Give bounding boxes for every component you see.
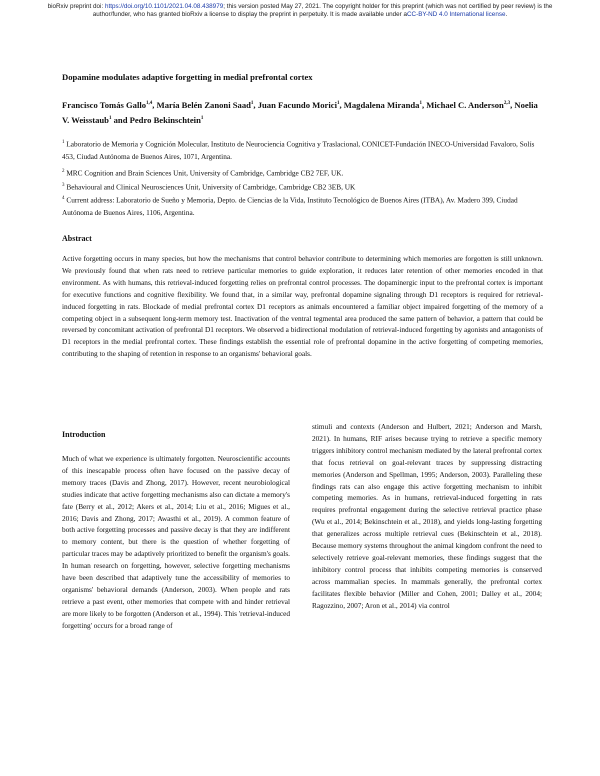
abstract-heading: Abstract: [62, 234, 92, 243]
author-name: and Pedro Bekinschtein: [111, 115, 201, 126]
doi-link[interactable]: https://doi.org/10.1101/2021.04.08.438979: [104, 3, 224, 10]
author-affiliation-marker: 1: [108, 116, 112, 122]
affiliation-2: [62, 166, 542, 180]
affiliation-text: Current address: Laboratorio de Sueño y Memoria, Depto. de Ciencias de la Vida, Instituto Tecnológico de Buenos Aires (ITBA), Av. Madero 399, Ciudad Autónoma de Buenos Aires, 1106, Argentina.: [62, 195, 518, 217]
preprint-text-1: bioRxiv preprint doi:: [47, 3, 105, 10]
author-name: , Michael C. Anderson: [421, 99, 504, 110]
author-list: [62, 97, 542, 128]
affiliation-text: Behavioural and Clinical Neurosciences Unit, University of Cambridge, Cambridge CB2 3EB, UK: [64, 182, 356, 192]
preprint-notice: [40, 3, 560, 18]
affiliation-marker: 2: [62, 169, 65, 174]
affiliation-4: [62, 193, 542, 219]
affiliation-1: [62, 137, 542, 163]
affiliation-text: MRC Cognition and Brain Sciences Unit, University of Cambridge, Cambridge CB2 7EF, UK.: [64, 168, 344, 178]
author-name: , María Belén Zanoni Saad: [152, 99, 251, 110]
introduction-left-column: Much of what we experience is ultimately forgotten. Neuroscientific accounts of this inescapable process often have focused on the passive decay of memory traces (Davis and Zhong, 2017). However, recent neurobiological studies indicate that active forgetting mechanisms also can dictate a memory's fate (Berry et al., 2012; Akers et al., 2014; Liu et al., 2016; Migues et al., 2016; Davis and Zhong, 2017; Awasthi et al., 2019). A common feature of both active forgetting processes and passive decay is that they are indifferent to memory content, but there is the question of whether forgetting of particular traces may be adaptively prioritized to benefit the organism's goals. In human research on forgetting, however, selective forgetting mechanisms have been described that adaptively tune the accessibility of memories to organisms' behavioral demands (Anderson, 2003). When people and rats retrieve a past event, other memories that compete with and hinder retrieval are more likely to be forgotten (Anderson et al., 1994). This 'retrieval-induced forgetting' occurs for a broad range of: [62, 454, 290, 630]
affiliation-3: [62, 180, 542, 194]
preprint-text-2: ; this version posted May 27, 2021. The copyright holder for this preprint (which was not certified by peer review) is the author/funder, who has granted bioRxiv a license to display the preprint in perpetuity. It is made available under a: [92, 3, 553, 18]
author-name: , Juan Facundo Morici: [253, 99, 337, 110]
affiliation-marker: 1: [62, 140, 65, 145]
author-affiliation-marker: 1: [336, 101, 340, 106]
affiliation-text: Laboratorio de Memoria y Cognición Molecular, Instituto de Neurociencia Cognitiva y Traslacional, CONICET-Fundación INECO-Universidad Favaloro, Solís 453, Ciudad Autónoma de Buenos Aires, 1071, Argentina.: [62, 139, 535, 161]
abstract-text: Active forgetting occurs in many species, but how the mechanisms that control behavior contribute to determining which memories are forgotten is still unknown. We previously found that when rats need to retrieve particular memories to guide exploration, it reduces later retention of other memories encoded in that environment. As with humans, this retrieval-induced forgetting relies on prefrontal control processes. The dopaminergic input to the prefrontal cortex is important for executive functions and cognitive flexibility. We found that, in a similar way, prefrontal dopamine signaling through D1 receptors is required for retrieval-induced forgetting in rats. Blockade of medial prefrontal cortex D1 receptors as animals encountered a familiar object impaired forgetting of the memory of a competing object in a subsequent long-term memory test. Inactivation of the ventral tegmental area produced the same pattern of behavior, a pattern that could be reversed by concomitant activation of prefrontal D1 receptors. We observed a bidirectional modulation of retrieval-induced forgetting by agonists and antagonists of D1 receptors in the medial prefrontal cortex. These findings establish the essential role of prefrontal dopamine in the active forgetting of competing memories, contributing to the shaping of retention in response to an organisms' behavioral goals.: [62, 254, 543, 359]
preprint-text-end: .: [505, 10, 508, 18]
license-link[interactable]: CC-BY-ND 4.0 International license: [407, 10, 506, 18]
paper-title: Dopamine modulates adaptive forgetting in medial prefrontal cortex: [62, 72, 313, 82]
author-affiliation-marker: 1,4: [146, 101, 153, 106]
author-affiliation-marker: 1: [419, 101, 422, 106]
introduction-heading: Introduction: [62, 430, 106, 439]
affiliation-marker: 4: [62, 196, 65, 201]
introduction-right-column: stimuli and contexts (Anderson and Hulbert, 2021; Anderson and Marsh, 2021). In humans, RIF arises because trying to retrieve a specific memory triggers inhibitory control mechanism mediated by the lateral prefrontal cortex that focus retrieval on goal-relevant traces by suppressing distracting memories (Anderson and Spellman, 1995; Anderson, 2003). Paralleling these findings rats can also engage this active forgetting mechanism to inhibit competing memories. As in humans, retrieval-induced forgetting in rats requires prefrontal engagement during the selective retrieval practice phase (Wu et al., 2014; Bekinschtein et al., 2018), and yields long-lasting forgetting that generalizes across multiple retrieval cues (Bekinschtein et al., 2018). Because memory systems throughout the animal kingdom confront the need to selectively retrieve goal-relevant memories, these findings suggest that the inhibitory control process that inhibits competing memories is conserved across mammalian species. In mammals generally, the prefrontal cortex facilitates flexible behavior (Miller and Cohen, 2001; Dalley et al., 2004; Ragozzino, 2007; Aron et al., 2014) via control: [312, 422, 542, 610]
author-name: , Magdalena Miranda: [339, 99, 420, 110]
author-name: Francisco Tomás Gallo: [62, 99, 147, 110]
author-affiliation-marker: 2,3: [503, 101, 511, 106]
affiliation-marker: 3: [62, 183, 65, 188]
author-affiliation-marker: 1: [250, 101, 254, 106]
author-affiliation-marker: 1: [200, 116, 204, 122]
author-name: , Noelia V. Weisstaub: [62, 99, 538, 126]
